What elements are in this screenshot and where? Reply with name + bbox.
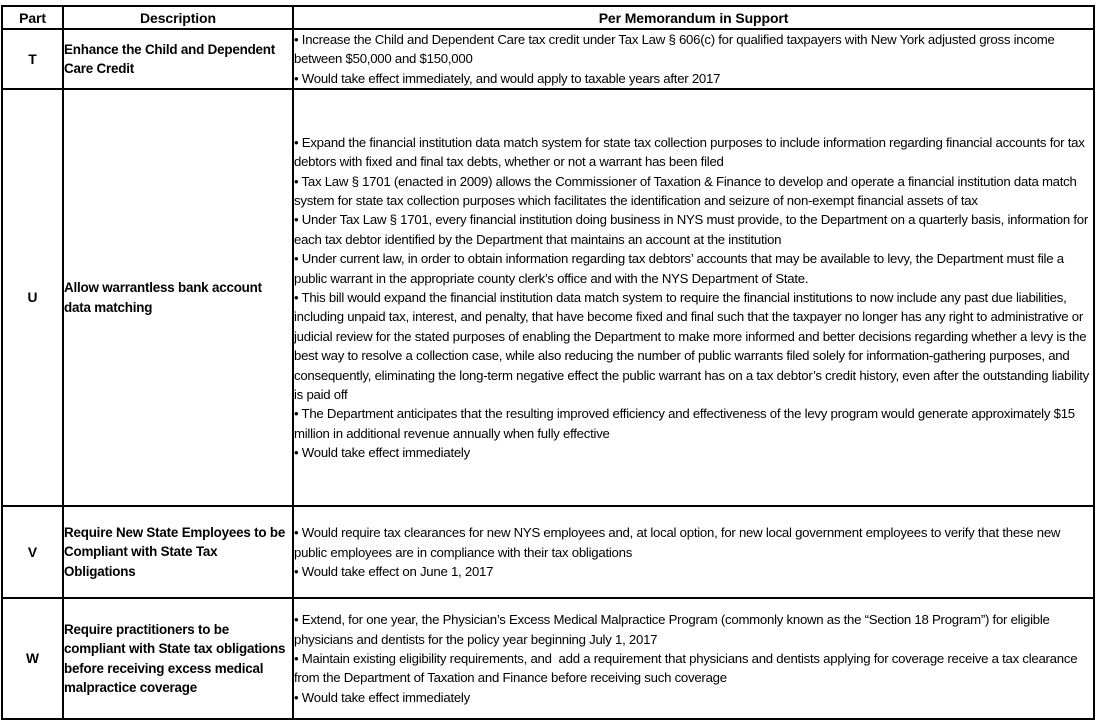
memo-bullet-item: • Would take effect immediately, and would apply to taxable years after 2017 — [294, 70, 721, 86]
memo-bullet-item: • This bill would expand the financial institution data match system to require the financial institutions to now include any past due liabilities, including unpaid tax, interest, and penalty, that have become fixed and final such that the taxpayer no longer has any right to administrative or judicial review for the stated purposes of enabling the Department to make more informed and better decisions regarding whether a levy is the best way to resolve a collection case, while also reducing the number of public warrants filed solely for information-gathering purposes, and consequently, eliminating the long-term negative effect the public warrant has on a tax debtor’s credit history, even after the outstanding liability is paid off — [294, 290, 1093, 403]
table-row — [2, 598, 1094, 719]
description-cell: Require practitioners to be compliant with State tax obligations before receiving excess medical malpractice coverage — [63, 598, 293, 719]
part-cell: T — [2, 29, 63, 89]
memo-bullet-item: • Tax Law § 1701 (enacted in 2009) allows the Commissioner of Taxation & Finance to develop and operate a financial institution data match system for state tax collection purposes which facilitates the identification and seizure of non-exempt financial assets of tax — [294, 173, 1081, 208]
memo-bullet-item: • Would take effect on June 1, 2017 — [294, 563, 494, 579]
memo-bullet-item: • Would take effect immediately — [294, 689, 470, 705]
memo-bullet-item: • Maintain existing eligibility requirements, and add a requirement that physicians and dentists applying for coverage receive a tax clearance from the Department of Taxation and Finance before receiving such coverage — [294, 651, 1081, 686]
description-cell: Require New State Employees to be Compliant with State Tax Obligations — [63, 506, 293, 598]
memo-bullet-item: • Under current law, in order to obtain information regarding tax debtors’ accounts that may be available to levy, the Department must file a public warrant in the appropriate county clerk’s office and with the NYS Department of State. — [294, 251, 1068, 286]
table-row — [2, 29, 1094, 89]
table-row — [2, 89, 1094, 506]
part-cell: W — [2, 598, 63, 719]
description-cell: Allow warrantless bank account data matching — [63, 89, 293, 506]
memo-bullet-item: • Expand the financial institution data match system for state tax collection purposes to include information regarding financial accounts for tax debtors with fixed and final tax debts, whether or not a warrant has been filed — [294, 134, 1089, 170]
part-cell: U — [2, 89, 63, 506]
header-memo: Per Memorandum in Support — [293, 6, 1094, 29]
memo-bullet-item: • The Department anticipates that the resulting improved efficiency and effectiveness of the levy program would generate approximately $15 million in additional revenue annually when fully effective — [294, 406, 1079, 441]
memo-cell — [293, 598, 1094, 719]
memo-bullet-item: • Increase the Child and Dependent Care tax credit under Tax Law § 606(c) for qualified taxpayers with New York adjusted gross income between $50,000 and $150,000 — [294, 32, 1059, 67]
memo-bullet-item: • Extend, for one year, the Physician’s Excess Medical Malpractice Program (commonly known as the “Section 18 Program”) for eligible physicians and dentists for the policy year beginning July 1, 2017 — [294, 612, 1054, 647]
memo-cell — [293, 506, 1094, 598]
table-row — [2, 506, 1094, 598]
description-cell: Enhance the Child and Dependent Care Credit — [63, 29, 293, 89]
memo-cell — [293, 89, 1094, 506]
memo-table — [1, 5, 1095, 720]
memo-cell — [293, 29, 1094, 89]
header-description: Description — [63, 6, 293, 29]
memo-bullet-item: • Would require tax clearances for new NYS employees and, at local option, for new local government employees to verify that these new public employees are in compliance with their tax obligations — [294, 525, 1064, 560]
memo-bullet-item: • Would take effect immediately — [294, 445, 470, 461]
header-part: Part — [2, 6, 63, 29]
memo-bullet-item: • Under Tax Law § 1701, every financial institution doing business in NYS must provide, to the Department on a quarterly basis, information for each tax debtor identified by the Department that maintains an account at the institution — [294, 212, 1092, 247]
part-cell: V — [2, 506, 63, 598]
table-header-row — [2, 6, 1094, 29]
